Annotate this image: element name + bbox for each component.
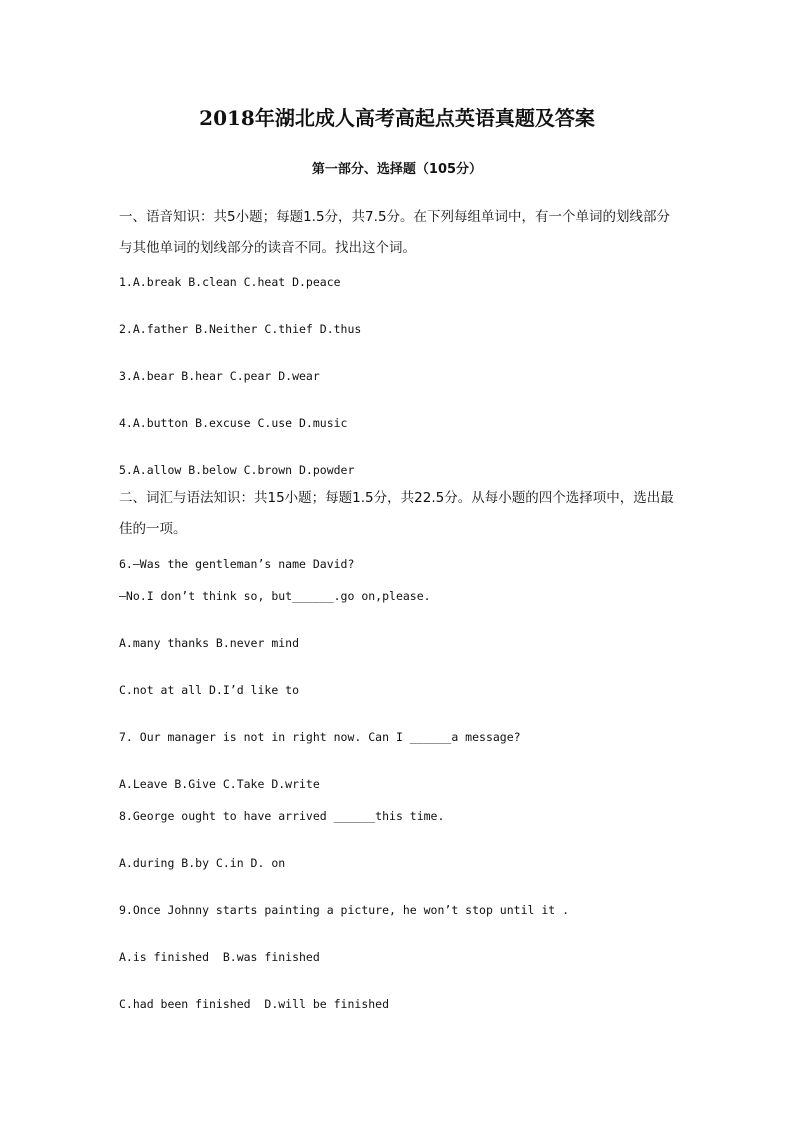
question-9-options-1: A.is finished B.was finished	[119, 950, 320, 964]
question-9-options-2: C.had been finished D.will be finished	[119, 997, 390, 1011]
question-6-line1: 6.—Was the gentleman’s name David?	[119, 557, 355, 571]
question-7: 7. Our manager is not in right now. Can I ______a message?	[119, 730, 521, 744]
question-6-options-2: C.not at all D.I’d like to	[119, 683, 300, 697]
question-4: 4.A.button B.excuse C.use D.music	[119, 416, 348, 430]
question-2: 2.A.father B.Neither C.thief D.thus	[119, 322, 362, 336]
question-7-options: A.Leave B.Give C.Take D.write	[119, 777, 320, 791]
document-title: 2018年湖北成人高考高起点英语真题及答案	[199, 106, 595, 130]
question-9: 9.Once Johnny starts painting a picture, he won’t stop until it .	[119, 903, 570, 917]
question-6-line2: —No.I don’t think so, but______.go on,please.	[119, 589, 431, 603]
section2-instruction: 二、词汇与语法知识：共15小题；每题1.5分，共22.5分。从每小题的四个选择项中，选出最佳的一项。	[119, 490, 674, 537]
question-8-options: A.during B.by C.in D. on	[119, 856, 286, 870]
part-heading: 第一部分、选择题（105分）	[311, 162, 483, 177]
question-5: 5.A.allow B.below C.brown D.powder	[119, 463, 355, 477]
section1-instruction: 一、语音知识：共5小题；每题1.5分，共7.5分。在下列每组单词中，有一个单词的划线部分与其他单词的划线部分的读音不同。找出这个词。	[119, 209, 671, 256]
question-6-options-1: A.many thanks B.never mind	[119, 636, 300, 650]
question-3: 3.A.bear B.hear C.pear D.wear	[119, 369, 320, 383]
question-1: 1.A.break B.clean C.heat D.peace	[119, 275, 341, 289]
question-8: 8.George ought to have arrived ______this time.	[119, 809, 445, 823]
